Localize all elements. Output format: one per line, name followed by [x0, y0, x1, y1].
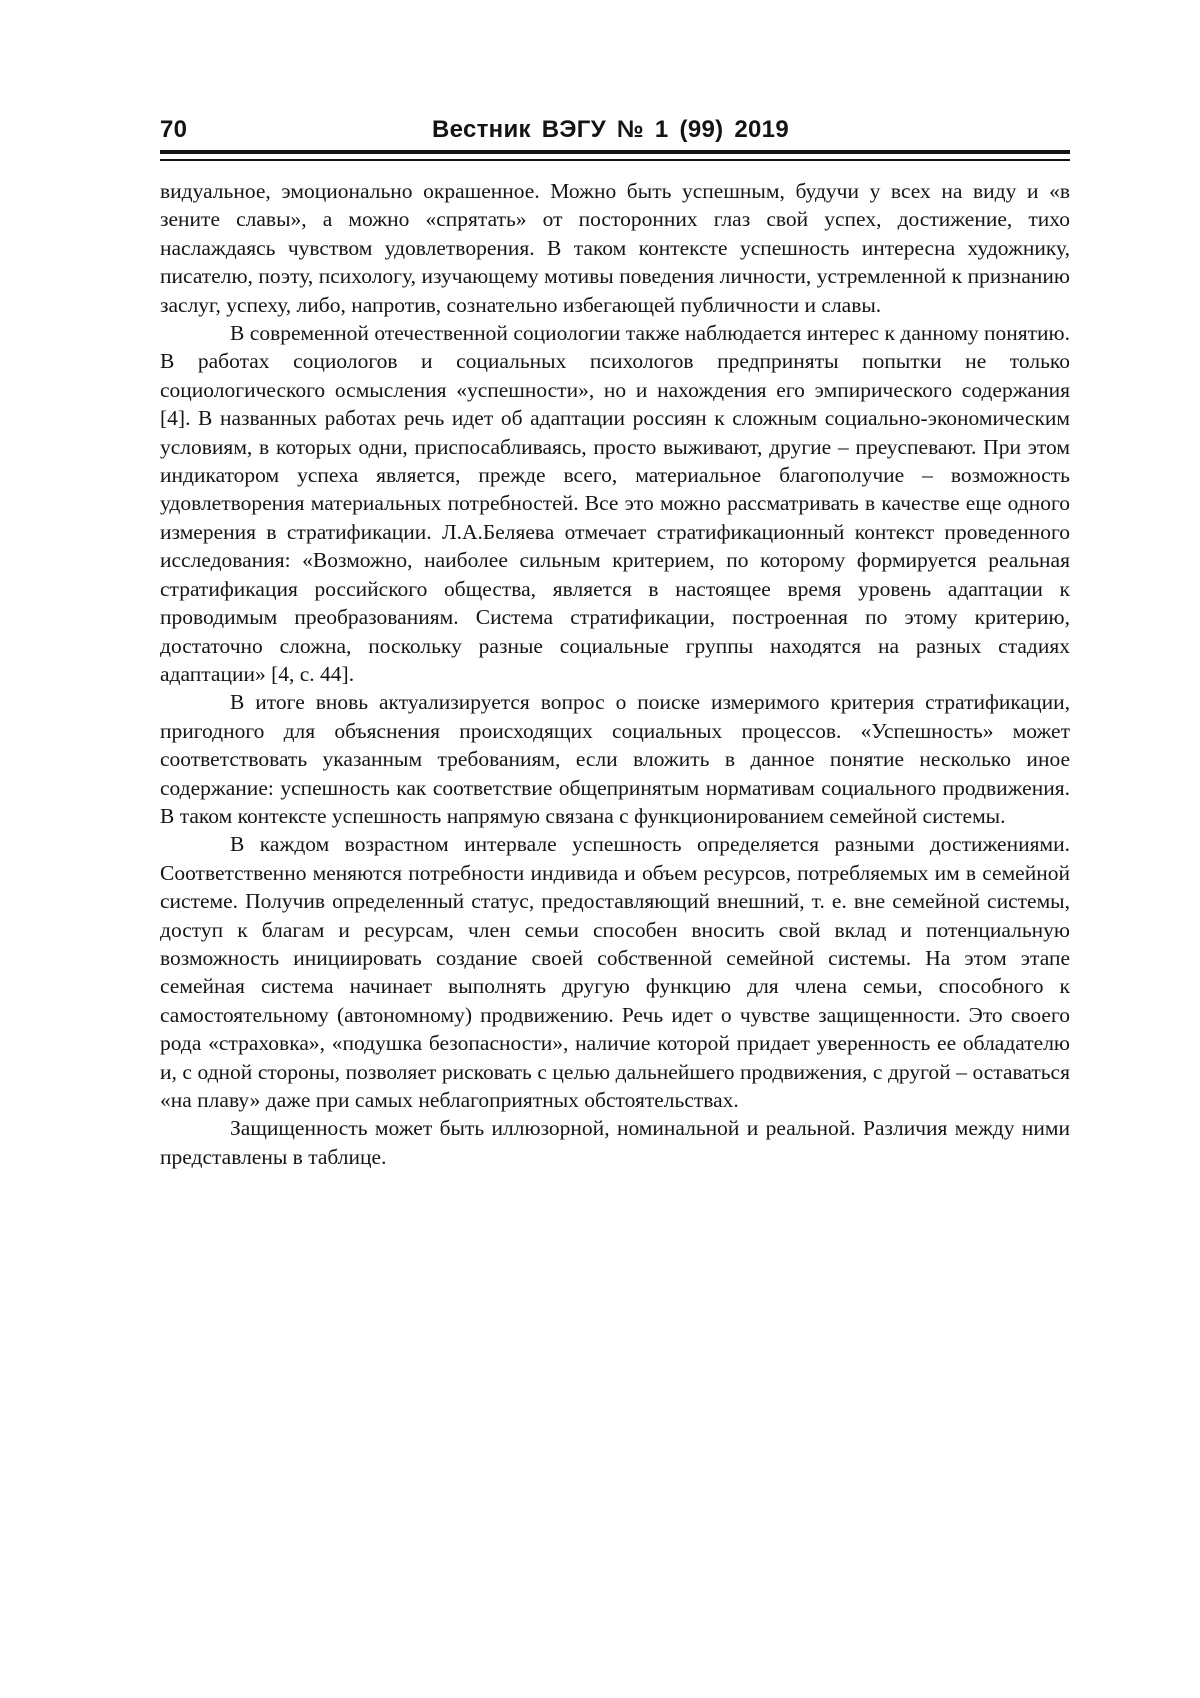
header-rule-thick — [160, 150, 1070, 154]
paragraph: Защищенность может быть иллюзорной, номинальной и реальной. Различия между ними представлены в таблице. — [160, 1116, 1070, 1169]
paragraph: В современной отечественной социологии также наблюдается интерес к данному понятию. В работах социологов и социальных психологов предприняты попытки не только социологического осмысления «успешности», но и нахождения его эмпирического содержания [4]. В названных работах речь идет об адаптации россиян к сложным социально-экономическим условиям, в которых одни, приспосабливаясь, просто выживают, другие – преуспевают. При этом индикатором успеха является, прежде всего, материальное благополучие – возможность удовлетворения материальных потребностей. Все это можно рассматривать в качестве еще одного измерения в стратификации. Л.А.Беляева отмечает стратификационный контекст проведенного исследования: «Возможно, наиболее сильным критерием, по которому формируется реальная стратификация российского общества, является в настоящее время уровень адаптации к проводимым преобразованиям. Система стратификации, построенная по этому критерию, достаточно сложна, поскольку разные социальные группы находятся на разных стадиях адаптации» [4, с. 44]. — [160, 321, 1070, 686]
article-body — [160, 177, 1070, 1171]
paragraph-continued: видуальное, эмоционально окрашенное. Можно быть успешным, будучи у всех на виду и «в зените славы», а можно «спрятать» от посторонних глаз свой успех, достижение, тихо наслаждаясь чувством удовлетворения. В таком контексте успешность интересна художнику, писателю, поэту, психологу, изучающему мотивы поведения личности, устремленной к признанию заслуг, успеху, либо, напротив, сознательно избегающей публичности и славы. — [160, 179, 1070, 317]
running-header — [160, 116, 1070, 150]
paragraph: В итоге вновь актуализируется вопрос о поиске измеримого критерия стратификации, пригодного для объяснения происходящих социальных процессов. «Успешность» может соответствовать указанным требованиям, если вложить в данное понятие несколько иное содержание: успешность как соответствие общепринятым нормативам социального продвижения. В таком контексте успешность напрямую связана с функционированием семейной системы. — [160, 690, 1070, 828]
page-number: 70 — [160, 116, 188, 143]
journal-title: Вестник ВЭГУ № 1 (99) 2019 — [432, 116, 789, 143]
paragraph: В каждом возрастном интервале успешность определяется разными достижениями. Соответственно меняются потребности индивида и объем ресурсов, потребляемых им в семейной системе. Получив определенный статус, предоставляющий внешний, т. е. вне семейной системы, доступ к благам и ресурсам, член семьи способен вносить свой вклад и потенциальную возможность инициировать создание своей собственной семейной системы. На этом этапе семейная система начинает выполнять другую функцию для члена семьи, способного к самостоятельному (автономному) продвижению. Речь идет о чувстве защищенности. Это своего рода «страховка», «подушка безопасности», наличие которой придает уверенность ее обладателю и, с одной стороны, позволяет рисковать с целью дальнейшего продвижения, с другой – оставаться «на плаву» даже при самых неблагоприятных обстоятельствах. — [160, 832, 1070, 1112]
header-rule-thin — [160, 159, 1070, 161]
